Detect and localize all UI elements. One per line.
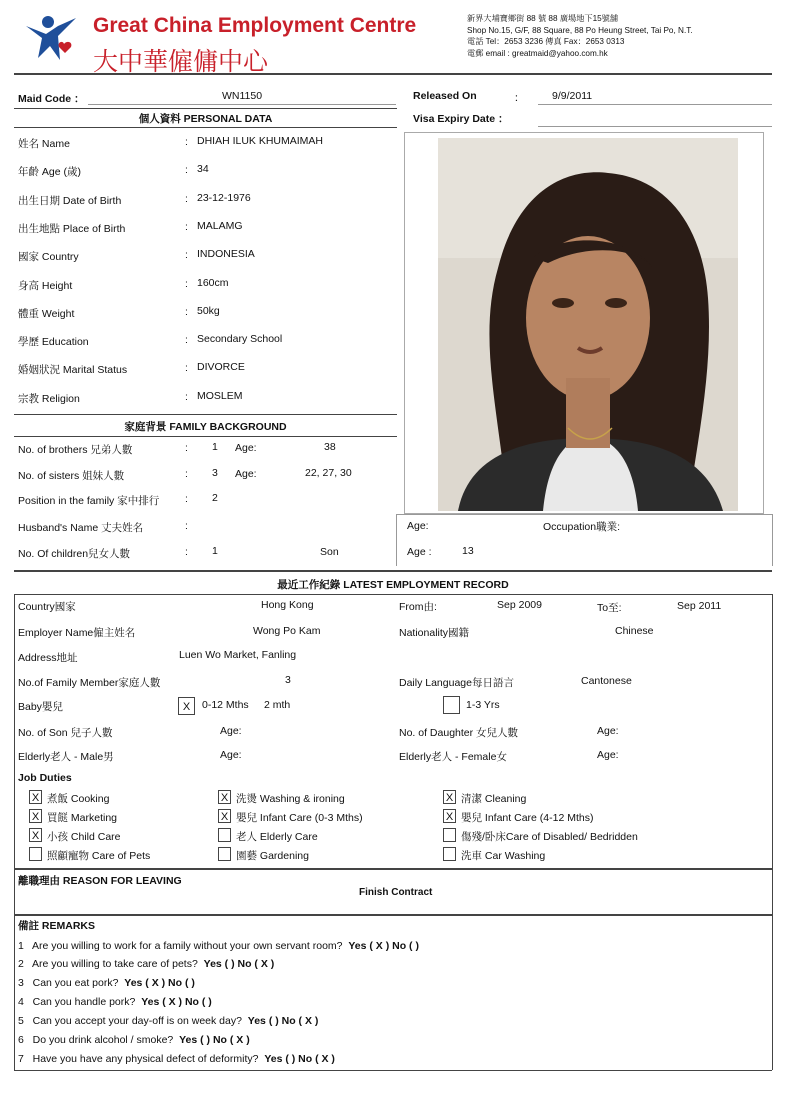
maid-code-label: Maid Code ：: [18, 93, 85, 105]
to-value: Sep 2011: [677, 600, 722, 612]
remark-number: 3: [18, 977, 24, 989]
remark-answer: Yes ( X ) No ( ): [348, 940, 419, 952]
sisters-age: 22, 27, 30: [305, 467, 352, 479]
remarks-heading: 備註 REMARKS: [18, 920, 96, 932]
duty-checkbox[interactable]: X: [29, 809, 42, 823]
remark-number: 5: [18, 1015, 24, 1027]
personal-label: 學歷 Education: [18, 336, 89, 348]
remark-question: Can you accept your day-off is on week day?: [32, 1015, 242, 1027]
company-address: [467, 13, 693, 59]
children-age: 13: [462, 545, 474, 557]
personal-value: 50kg: [197, 305, 220, 317]
personal-label: 體重 Weight: [18, 308, 75, 320]
remark-number: 2: [18, 958, 24, 970]
daughter-age-label: Age:: [597, 725, 619, 737]
elderly-female-age-label: Age:: [597, 749, 619, 761]
remark-answer: Yes ( ) No ( X ): [264, 1053, 335, 1065]
country-value: Hong Kong: [261, 599, 314, 611]
personal-value: MOSLEM: [197, 390, 243, 402]
brothers-age-label: Age:: [235, 442, 257, 454]
remark-answer: Yes ( ) No ( X ): [203, 958, 275, 970]
baby-0-12-checkbox[interactable]: X: [178, 697, 195, 715]
personal-colon: :: [185, 334, 188, 346]
position-value: 2: [212, 492, 218, 504]
remark-answer: Yes ( ) No ( X ): [247, 1015, 319, 1027]
sisters-label: No. of sisters 姐妹人數: [18, 470, 125, 482]
personal-value: MALAMG: [197, 220, 243, 232]
reason-heading: 離職理由 REASON FOR LEAVING: [18, 875, 182, 887]
personal-value: DHIAH ILUK KHUMAIMAH: [197, 135, 324, 147]
from-label: From由:: [399, 601, 437, 613]
address-line: 電郵 email : greatmaid@yahoo.com.hk: [467, 48, 608, 58]
remark-question: Can you handle pork?: [32, 996, 136, 1008]
personal-value: 23-12-1976: [197, 192, 251, 204]
children-colon: :: [185, 546, 188, 558]
header-rule: [14, 73, 772, 75]
remark-question: Are you willing to work for a family without your own servant room?: [32, 940, 343, 952]
duty-label: 清潔 Cleaning: [461, 793, 527, 805]
company-name-chinese: 大中華僱傭中心: [93, 47, 269, 76]
duty-checkbox[interactable]: X: [29, 828, 42, 842]
duty-label: 買餸 Marketing: [47, 812, 118, 824]
personal-label: 姓名 Name: [18, 138, 70, 150]
elderly-female-label: Elderly老人 - Female女: [399, 751, 507, 763]
personal-colon: :: [185, 193, 188, 205]
employment-heading: 最近工作紀錄 LATEST EMPLOYMENT RECORD: [277, 579, 509, 591]
remark-number: 1: [18, 940, 24, 952]
duty-checkbox[interactable]: X: [443, 809, 456, 823]
remark-question: Do you drink alcohol / smoke?: [32, 1034, 174, 1046]
personal-label: 身高 Height: [18, 280, 73, 292]
duty-checkbox[interactable]: [443, 828, 456, 842]
position-colon: :: [185, 493, 188, 505]
duty-checkbox[interactable]: [29, 847, 42, 861]
nationality-label: Nationality國籍: [399, 627, 470, 639]
personal-colon: :: [185, 249, 188, 261]
remark-item: [18, 940, 419, 952]
remark-question: Can you eat pork?: [32, 977, 119, 989]
baby-label: Baby嬰兒: [18, 701, 63, 713]
company-logo: [24, 14, 80, 62]
daily-language-value: Cantonese: [581, 675, 632, 687]
personal-value: 34: [197, 163, 209, 175]
visa-expiry-label: Visa Expiry Date ：: [413, 113, 509, 125]
remark-number: 6: [18, 1034, 24, 1046]
remark-answer: Yes ( X ) No ( ): [124, 977, 195, 989]
employer-value: Wong Po Kam: [253, 625, 321, 637]
released-colon: ：: [514, 92, 525, 104]
duty-checkbox[interactable]: X: [218, 790, 231, 804]
released-value: 9/9/2011: [552, 90, 593, 102]
remark-item: [18, 958, 274, 970]
nationality-value: Chinese: [615, 625, 654, 637]
duty-label: 園藝 Gardening: [236, 850, 309, 862]
duty-label: 傷殘/卧床Care of Disabled/ Bedridden: [461, 831, 638, 843]
son-label: No. of Son 兒子人數: [18, 727, 113, 739]
personal-label: 出生地點 Place of Birth: [18, 223, 126, 235]
baby-0-12-label: 0-12 Mths: [202, 699, 249, 711]
duty-label: 煮飯 Cooking: [47, 793, 110, 805]
remark-item: [18, 977, 195, 989]
children-age-label: Age :: [407, 546, 432, 558]
position-label: Position in the family 家中排行: [18, 495, 160, 507]
personal-label: 婚姻狀況 Marital Status: [18, 364, 128, 376]
sisters-colon: :: [185, 468, 188, 480]
remark-item: [18, 1034, 250, 1046]
remark-item: [18, 1053, 335, 1065]
personal-colon: :: [185, 362, 188, 374]
personal-colon: :: [185, 391, 188, 403]
released-label: Released On: [413, 90, 477, 102]
duty-checkbox[interactable]: X: [443, 790, 456, 804]
duty-label: 嬰兒 Infant Care (4-12 Mths): [461, 812, 594, 824]
maid-code-underline: [88, 104, 396, 105]
remark-item: [18, 1015, 318, 1027]
family-background-heading: 家庭背景 FAMILY BACKGROUND: [124, 421, 287, 433]
duty-label: 洗燙 Washing & ironing: [236, 793, 345, 805]
personal-value: 160cm: [197, 277, 229, 289]
brothers-label: No. of brothers 兄弟人數: [18, 444, 133, 456]
to-label: To至:: [597, 602, 622, 614]
personal-value: INDONESIA: [197, 248, 255, 260]
remark-number: 7: [18, 1053, 24, 1065]
children-type: Son: [320, 546, 339, 558]
personal-value: DIVORCE: [197, 361, 245, 373]
remark-answer: Yes ( ) No ( X ): [179, 1034, 250, 1046]
company-name-english: Great China Employment Centre: [93, 14, 417, 37]
duty-label: 嬰兒 Infant Care (0-3 Mths): [236, 812, 363, 824]
elderly-male-label: Elderly老人 - Male男: [18, 751, 114, 763]
personal-value: Secondary School: [197, 333, 283, 345]
brothers-age: 38: [324, 441, 336, 453]
duty-checkbox[interactable]: [218, 847, 231, 861]
personal-data-heading: 個人資料 PERSONAL DATA: [138, 113, 273, 125]
duty-checkbox[interactable]: [218, 828, 231, 842]
baby-0-12-value: 2 mth: [264, 699, 291, 711]
personal-colon: :: [185, 306, 188, 318]
sisters-age-label: Age:: [235, 468, 257, 480]
husband-age-label: Age:: [407, 520, 429, 532]
children-count: 1: [212, 545, 218, 557]
children-label: No. Of children兒女人數: [18, 548, 131, 560]
from-value: Sep 2009: [497, 599, 542, 611]
family-members-value: 3: [285, 674, 291, 686]
released-underline: [538, 104, 772, 105]
remark-question: Are you willing to take care of pets?: [32, 958, 198, 970]
employer-label: Employer Name僱主姓名: [18, 627, 136, 639]
duty-checkbox[interactable]: X: [218, 809, 231, 823]
personal-colon: :: [185, 221, 188, 233]
remark-answer: Yes ( X ) No ( ): [141, 996, 212, 1008]
daily-language-label: Daily Language每日語言: [399, 677, 514, 689]
duty-label: 老人 Elderly Care: [236, 831, 318, 843]
baby-1-3-label: 1-3 Yrs: [466, 699, 500, 711]
husband-colon: :: [185, 520, 188, 532]
address-label: Address地址: [18, 652, 78, 664]
personal-label: 出生日期 Date of Birth: [18, 195, 122, 207]
personal-label: 國家 Country: [18, 251, 79, 263]
elderly-male-age-label: Age:: [220, 749, 242, 761]
occupation-label: Occupation職業:: [543, 521, 621, 533]
job-duties-heading: Job Duties: [18, 772, 72, 784]
remark-question: Have you have any physical defect of deformity?: [32, 1053, 259, 1065]
duty-checkbox[interactable]: X: [29, 790, 42, 804]
address-value: Luen Wo Market, Fanling: [179, 649, 297, 661]
country-label: Country國家: [18, 601, 76, 613]
personal-label: 年齡 Age (歲): [18, 166, 82, 178]
personal-colon: :: [185, 278, 188, 290]
duty-label: 小孩 Child Care: [47, 831, 121, 843]
baby-1-3-checkbox[interactable]: [443, 696, 460, 714]
daughter-label: No. of Daughter 女兒人數: [399, 727, 519, 739]
husband-label: Husband's Name 丈夫姓名: [18, 522, 144, 534]
family-members-label: No.of Family Member家庭人數: [18, 677, 161, 689]
reason-value: Finish Contract: [359, 887, 433, 898]
remark-item: [18, 996, 212, 1008]
duty-label: 洗車 Car Washing: [461, 850, 546, 862]
address-line: 電話 Tel：2653 3236 傳真 Fax：2653 0313: [467, 37, 625, 46]
address-line: 新界大埔寶鄉街 88 號 88 廣場地下15號舖: [467, 14, 619, 23]
sisters-count: 3: [212, 467, 218, 479]
personal-label: 宗教 Religion: [18, 393, 80, 405]
brothers-colon: :: [185, 442, 188, 454]
maid-photo: [438, 138, 738, 511]
personal-colon: :: [185, 136, 188, 148]
remark-number: 4: [18, 996, 24, 1008]
duty-checkbox[interactable]: [443, 847, 456, 861]
brothers-count: 1: [212, 441, 218, 453]
duty-label: 照顧寵物 Care of Pets: [47, 850, 151, 862]
personal-colon: :: [185, 164, 188, 176]
address-line: Shop No.15, G/F, 88 Square, 88 Po Heung Street, Tai Po, N.T.: [467, 25, 693, 35]
maid-code-value: WN1150: [222, 90, 263, 102]
visa-underline: [538, 126, 772, 127]
son-age-label: Age:: [220, 725, 242, 737]
